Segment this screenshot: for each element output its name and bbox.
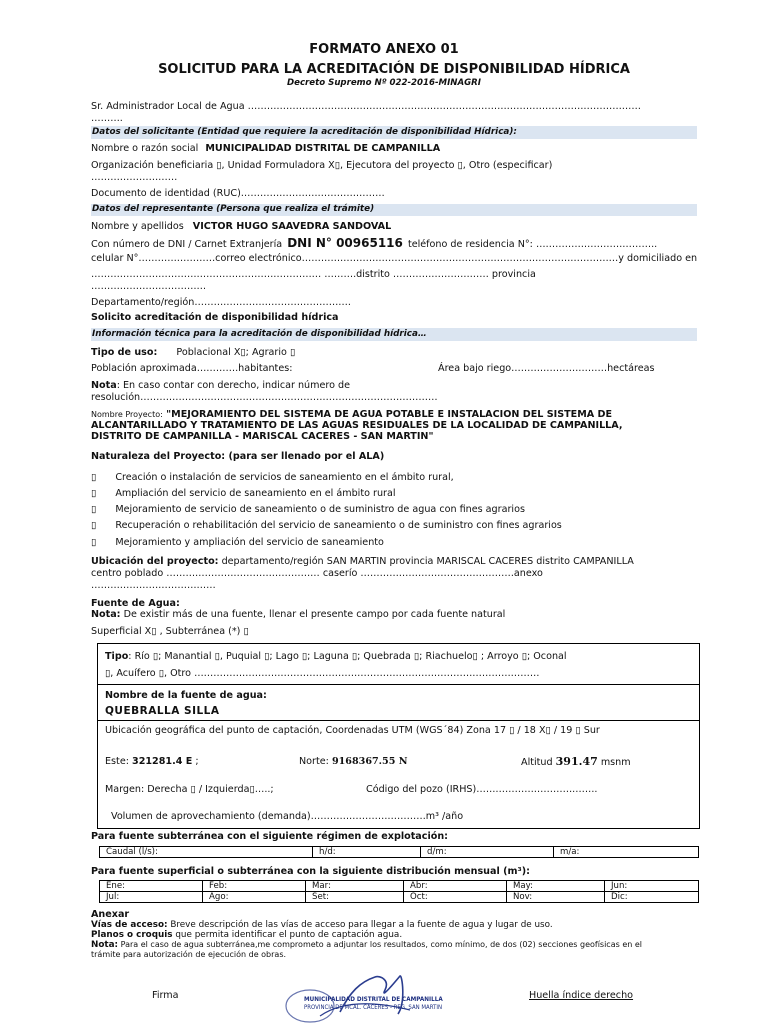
dni-prefix: Con número de DNI / Carnet Extranjería	[91, 239, 283, 250]
naturaleza-item-label: Mejoramiento de servicio de saneamiento o de suministro de agua con fines agrarios	[115, 504, 525, 515]
representante-heading: Datos del representante (Persona que realiza el trámite)	[92, 204, 375, 214]
proyecto-label: Nombre Proyecto:	[91, 410, 163, 419]
mensual-title: Para fuente superficial o subterránea con la siguiente distribución mensual (m³):	[91, 866, 530, 877]
proyecto-line-1: "MEJORAMIENTO DEL SISTEMA DE AGUA POTABLE E INSTALACION DEL SISTEMA DE	[166, 409, 613, 420]
fuente-nota-text: De existir más de una fuente, llenar el presente campo por cada fuente natural	[123, 609, 506, 620]
mes-cell[interactable]: Dic:	[605, 892, 699, 903]
mes-cell[interactable]: Oct:	[404, 892, 507, 903]
nombre-fuente-value: QUEBRALLA SILLA	[105, 705, 220, 717]
table-row	[100, 892, 699, 903]
nombre-fuente-label: Nombre de la fuente de agua:	[105, 690, 267, 701]
naturaleza-title: Naturaleza del Proyecto: (para ser llenado por el ALA)	[91, 451, 385, 462]
vias-row	[91, 920, 553, 930]
tipo-fuente-label: Tipo	[105, 651, 129, 662]
dni-row	[91, 236, 657, 250]
checkbox-icon[interactable]: ▯	[91, 520, 97, 531]
celular-line: celular N°……………………correo electrónico………………………………………………………………………………………y domiciliado en	[91, 253, 698, 264]
recipient-line: Sr. Administrador Local de Agua ……………………………………………………………………………………………………………	[91, 101, 641, 112]
mes-cell[interactable]: Ene:	[100, 881, 203, 892]
solicito-line: Solicito acreditación de disponibilidad hídrica	[91, 312, 339, 323]
anexar-nota-row	[91, 940, 642, 950]
naturaleza-item[interactable]	[91, 537, 384, 548]
fuente-box-divider	[97, 684, 700, 685]
proyecto-line-2: ALCANTARILLADO Y TRATAMIENTO DE LAS AGUAS RESIDUALES DE LA LOCALIDAD DE CAMPANILLA,	[91, 420, 623, 431]
ubicacion-line-2: centro poblado ………………………………………… caserío …………………………………………anexo	[91, 568, 543, 579]
vias-text: Breve descripción de las vías de acceso para llegar a la fuente de agua y lugar de uso.	[170, 920, 553, 930]
address-dots: ………………………………	[91, 281, 207, 292]
tipo-uso-row	[91, 347, 295, 358]
decree-reference: Decreto Supremo Nº 022-2016-MINAGRI	[287, 78, 481, 88]
fuente-nota-label: Nota:	[91, 609, 121, 620]
naturaleza-item-label: Recuperación o rehabilitación del servicio de saneamiento o de suministro con fines agrarios	[115, 520, 562, 531]
representante-name-value: VICTOR HUGO SAAVEDRA SANDOVAL	[192, 221, 392, 232]
solicitante-name-row	[91, 143, 440, 154]
table-row	[100, 847, 699, 858]
tipo-uso-options: Poblacional X▯; Agrario ▯	[176, 347, 296, 358]
stamp-line-1: MUNICIPALIDAD DISTRITAL DE CAMPANILLA	[304, 996, 443, 1003]
altitud-row	[521, 755, 631, 768]
fuente-title: Fuente de Agua:	[91, 598, 180, 609]
anexar-nota-label: Nota:	[91, 940, 119, 950]
dni-value: DNI N° 00965116	[287, 236, 403, 250]
subterranea-title: Para fuente subterránea con el siguiente régimen de explotación:	[91, 831, 449, 842]
vias-label: Vías de acceso:	[91, 920, 168, 930]
este-suffix: ;	[195, 756, 199, 767]
checkbox-icon[interactable]: ▯	[91, 537, 97, 548]
recipient-line-cont: ……….	[91, 113, 123, 124]
municipal-stamp	[280, 972, 455, 1024]
fuente-tipo-line: Superficial X▯ , Subterránea (*) ▯	[91, 626, 249, 637]
naturaleza-item-label: Ampliación del servicio de saneamiento en el ámbito rural	[115, 488, 396, 499]
solicitante-name-value: MUNICIPALIDAD DISTRITAL DE CAMPANILLA	[205, 143, 441, 154]
altitud-value: 391.47	[555, 755, 598, 768]
tecnica-heading: Información técnica para la acreditación de disponibilidad hídrica…	[92, 329, 427, 339]
este-value: 321281.4 E	[132, 756, 193, 767]
organizacion-line: Organización beneficiaria ▯, Unidad Formuladora X▯, Ejecutora del proyecto ▯, Otro (especificar)	[91, 160, 553, 171]
form-title: FORMATO ANEXO 01	[309, 42, 459, 57]
ma-cell[interactable]: m/a:	[554, 847, 699, 858]
volumen-line: Volumen de aprovechamiento (demanda)………………………………m³ /año	[111, 811, 464, 822]
proyecto-line-3: DISTRITO DE CAMPANILLA - MARISCAL CACERES - SAN MARTIN"	[91, 431, 434, 442]
mes-cell[interactable]: Jul:	[100, 892, 203, 903]
mes-cell[interactable]: Ago:	[203, 892, 306, 903]
firma-label: Firma	[152, 990, 179, 1001]
departamento-line: Departamento/región………………………………………….	[91, 297, 351, 308]
naturaleza-item-label: Mejoramiento y ampliación del servicio de saneamiento	[115, 537, 384, 548]
mes-cell[interactable]: Mar:	[306, 881, 404, 892]
naturaleza-item[interactable]	[91, 520, 562, 531]
representante-name-row	[91, 221, 391, 232]
poblacion-line: Población aproximada………….habitantes:	[91, 363, 293, 374]
solicitante-name-label: Nombre o razón social	[91, 143, 199, 154]
mensual-table	[99, 880, 699, 903]
fuente-nota-row	[91, 609, 505, 620]
telefono-line: teléfono de residencia N°: ………………………………..	[407, 239, 658, 250]
organizacion-dots: ………………………	[91, 172, 178, 183]
planos-label: Planos o croquis	[91, 930, 173, 940]
anexar-nota-line2: trámite para autorización de ejecución de obras.	[91, 950, 287, 959]
tipo-uso-label: Tipo de uso:	[91, 347, 158, 358]
planos-row	[91, 930, 402, 940]
checkbox-icon[interactable]: ▯	[91, 488, 97, 499]
anexar-title: Anexar	[91, 909, 130, 920]
altitud-label: Altitud	[521, 757, 553, 768]
dm-cell[interactable]: d/m:	[421, 847, 554, 858]
planos-text: que permita identificar el punto de captación agua.	[175, 930, 403, 940]
pozo-line: Código del pozo (IRHS)………………………….…….	[366, 784, 598, 795]
tipo-fuente-line2: ▯, Acuífero ▯, Otro ………………………………………………………………………………………………	[105, 668, 540, 679]
norte-label: Norte:	[299, 756, 329, 767]
stamp-line-2: PROVINCIA DE MCAL. CACERES - REG. SAN MARTIN	[304, 1004, 443, 1011]
checkbox-icon[interactable]: ▯	[91, 504, 97, 515]
naturaleza-item[interactable]	[91, 488, 396, 499]
norte-value: 9168367.55 N	[331, 756, 408, 767]
ubicacion-label: Ubicación del proyecto:	[91, 556, 219, 567]
regimen-table	[99, 846, 699, 858]
nota-label: Nota	[91, 380, 117, 391]
huella-label: Huella índice derecho	[529, 990, 634, 1001]
nota-text: : En caso contar con derecho, indicar número de	[116, 380, 351, 391]
naturaleza-item[interactable]	[91, 504, 525, 515]
altitud-unit: msnm	[600, 757, 631, 768]
area-riego-line: Área bajo riego…………………………hectáreas	[438, 363, 655, 374]
margen-line: Margen: Derecha ▯ / Izquierda▯…..;	[105, 784, 274, 795]
representante-name-label: Nombre y apellidos	[91, 221, 184, 232]
naturaleza-item[interactable]	[91, 472, 454, 483]
mes-cell[interactable]: Jun:	[605, 881, 699, 892]
documento-line: Documento de identidad (RUC)………………………………………	[91, 188, 385, 199]
ubicacion-line-3: …………………………………	[91, 580, 216, 591]
hd-cell[interactable]: h/d:	[313, 847, 421, 858]
proyecto-block	[91, 409, 623, 442]
ubicacion-text: departamento/región SAN MARTIN provincia MARISCAL CACERES distrito CAMPANILLA	[221, 556, 634, 567]
table-row	[100, 881, 699, 892]
este-label: Este:	[105, 756, 129, 767]
mes-cell[interactable]: Abr:	[404, 881, 507, 892]
mes-cell[interactable]: Nov:	[507, 892, 605, 903]
form-subtitle: SOLICITUD PARA LA ACREDITACIÓN DE DISPONIBILIDAD HÍDRICA	[158, 62, 630, 77]
solicitante-heading: Datos del solicitante (Entidad que requiere la acreditación de disponibilidad Hídrica):	[92, 127, 517, 137]
caudal-cell[interactable]: Caudal (l/s):	[100, 847, 313, 858]
ubicacion-row	[91, 556, 634, 567]
mes-cell[interactable]: Set:	[306, 892, 404, 903]
mes-cell[interactable]: May:	[507, 881, 605, 892]
tipo-fuente-row	[105, 651, 567, 662]
fuente-box-divider-2	[97, 720, 700, 721]
norte-row	[299, 756, 407, 767]
mes-cell[interactable]: Feb:	[203, 881, 306, 892]
checkbox-icon[interactable]: ▯	[91, 472, 97, 483]
naturaleza-item-label: Creación o instalación de servicios de saneamiento en el ámbito rural,	[115, 472, 454, 483]
address-line: ……………………………………………………………… ……….distrito ………………………… provincia	[91, 269, 536, 280]
anexar-nota-text: Para el caso de agua subterránea,me comprometo a adjuntar los resultados, como mínimo, de dos (02) secciones geofísicas en el	[120, 940, 642, 949]
tipo-fuente-options: : Río ▯; Manantial ▯, Puquial ▯; Lago ▯; Laguna ▯; Quebrada ▯; Riachuelo▯ ; Arroyo ▯; Oconal	[128, 651, 567, 662]
resolucion-line: resolución…………………………………………………………………………………	[91, 392, 438, 403]
este-row	[105, 756, 199, 767]
nota-row	[91, 380, 350, 391]
utm-line: Ubicación geográfica del punto de captación, Coordenadas UTM (WGS´84) Zona 17 ▯ / 18 X▯ / 19 ▯ Sur	[105, 725, 600, 736]
